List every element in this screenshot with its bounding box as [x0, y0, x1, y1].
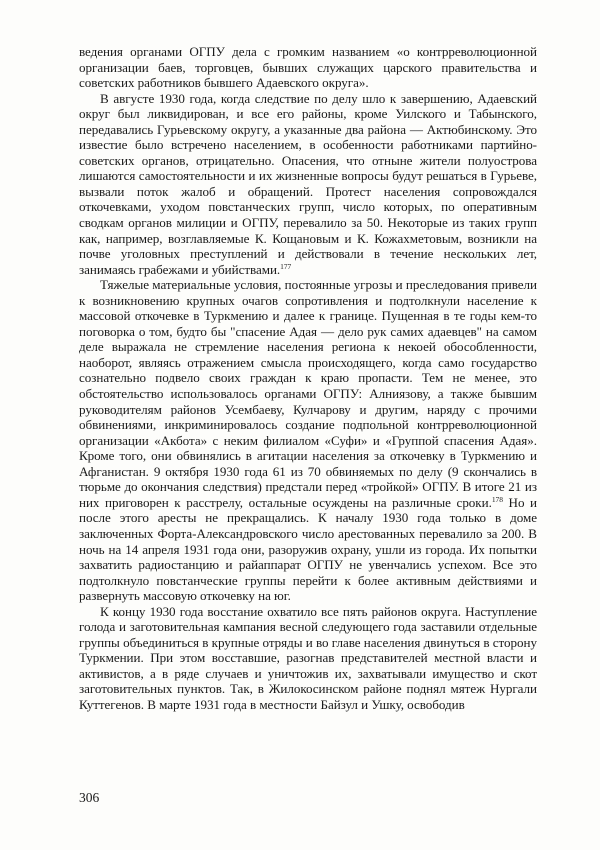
paragraph [79, 604, 537, 713]
paragraph-text: ведения органами ОГПУ дела с громким названием «о контрреволюционной организации баев, торговцев, бывших служащих царского правительства и советских работников бывшего Адаевского округа». [79, 44, 537, 91]
page-number: 306 [79, 790, 100, 805]
body-text [79, 44, 537, 713]
footnote-ref[interactable]: 178 [491, 494, 503, 504]
paragraph-text: К концу 1930 года восстание охватило все пять районов округа. Наступление голода и заготовительная кампания весной следующего года заставили отдельные группы объединиться в крупные отряды и во главе населения двинуться в сторону Туркмении. При этом восставшие, разогнав представителей местной власти и активистов, а в ряде случаев и уничтожив их, захватывали имущество и скот заготовительных пунктов. Так, в Жилокосинском районе поднял мятеж Нургали Куттегенов. В марте 1931 года в местности Байзул и Ушку, освободив [79, 603, 537, 712]
paragraph [79, 277, 537, 603]
paragraph-text: В августе 1930 года, когда следствие по делу шло к завершению, Адаевский округ был ликвидирован, и все его районы, кроме Уилского и Табынского, передавались Гурьевскому округу, а указанные два района — Актюбинскому. Это известие было встречено населением, в особенности работниками партийно-советских органов, отрицательно. Опасения, что отныне жители полуострова лишаются самостоятельности и их жизненные вопросы будут решаться в Гурьеве, вызвали поток жалоб и обращений. Протест населения сопровождался откочевками, уходом повстанческих групп, число которых, по оперативным сводкам органов милиции и ОГПУ, перевалило за 50. Некоторые из таких групп как, например, возглавляемые К. Кощановым и К. Кожахметовым, возникли на почве уголовных преступлений и действовали в течение нескольких лет, занимаясь грабежами и убийствами. [79, 90, 537, 277]
paragraph [79, 91, 537, 278]
footnote-ref[interactable]: 177 [280, 261, 292, 271]
paragraph-text-continued: Но и после этого аресты не прекращались. К началу 1930 года только в доме заключенных Форта-Александровского число арестованных перевалило за 200. В ночь на 14 апреля 1931 года они, разоружив охрану, ушли из города. Их попытки захватить радиостанцию и райаппарат ОГПУ не увенчались успехом. Все это подтолкнуло повстанческие группы перейти к более активным действиями и развернуть массовую откочевку на юг. [79, 494, 538, 604]
paragraph-text: Тяжелые материальные условия, постоянные угрозы и преследования привели к возникновению крупных очагов сопротивления и подтолкнули население к массовой откочевке в Туркмению и далее к границе. Пущенная в те годы кем-то поговорка о том, будто бы "спасение Адая — дело рук самих адаевцев" на самом деле выражала не стремление населения региона к некоей обособленности, наоборот, являясь отражением смысла происходящего, когда само государство сознательно подвело своих граждан к краю пропасти. Тем не менее, это обстоятельство использовалось органами ОГПУ: Алниязову, а также бывшим руководителям районов Усембаеву, Кулчарову и другим, наряду с прочими обвинениями, инкриминировалось создание подпольной контрреволюционной организации «Акбота» с неким филиалом «Суфи» и «Группой спасения Адая». Кроме того, они обвинялись в агитации населения за откочевку в Туркмению и Афганистан. 9 октября 1930 года 61 из 70 обвиняемых по делу (9 скончались в тюрьме до окончания следствия) предстали перед «тройкой» ОГПУ. В итоге 21 из них приговорен к расстрелу, остальные осуждены на различные сроки. [79, 277, 537, 510]
paragraph [79, 44, 537, 91]
